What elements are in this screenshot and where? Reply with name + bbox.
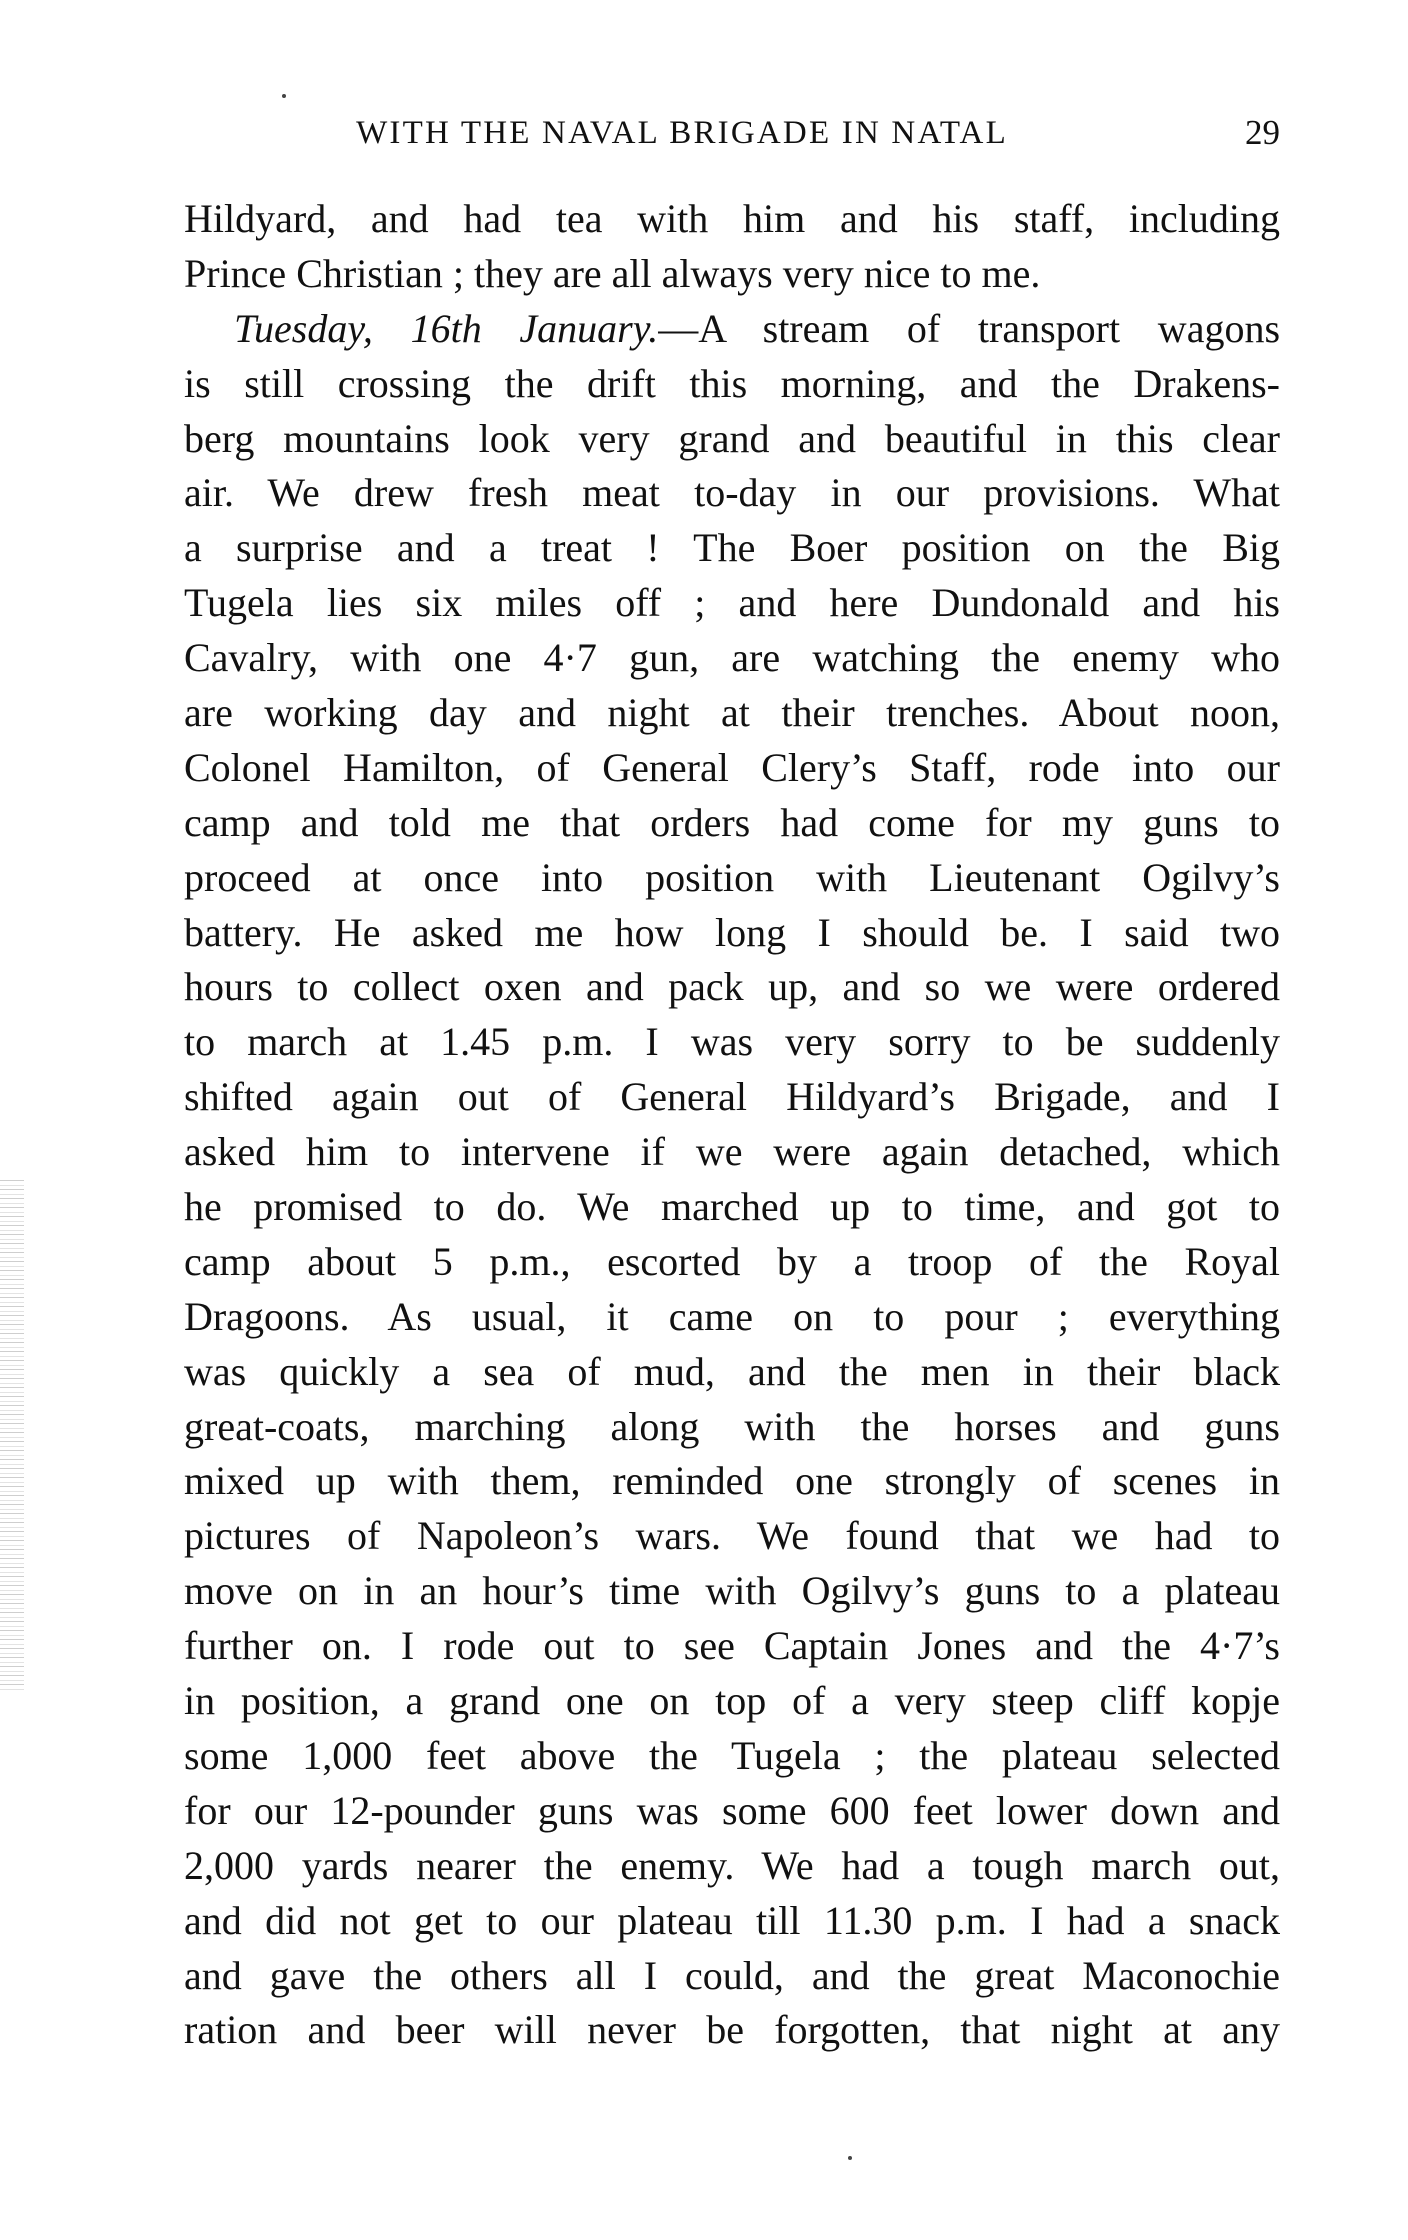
text-line-dated: [184, 302, 1280, 357]
text-line: camp and told me that orders had come for my guns to: [184, 799, 1280, 845]
text-line: Cavalry, with one 4·7 gun, are watching the enemy who: [184, 635, 1280, 681]
text-line: proceed at once into position with Lieutenant Ogilvy’s: [184, 854, 1280, 900]
text-line: asked him to intervene if we were again detached, which: [184, 1129, 1280, 1175]
text-line: pictures of Napoleon’s wars. We found that we had to: [184, 1513, 1280, 1559]
entry-date: Tuesday, 16th January.: [234, 305, 659, 351]
text-line: camp about 5 p.m., escorted by a troop of the Royal: [184, 1238, 1280, 1284]
text-line: Tugela lies six miles off ; and here Dundonald and his: [184, 580, 1280, 626]
text-line: Colonel Hamilton, of General Clery’s Staff, rode into our: [184, 744, 1280, 790]
text-line: in position, a grand one on top of a very steep cliff kopje: [184, 1678, 1280, 1724]
text-line: move on in an hour’s time with Ogilvy’s guns to a plateau: [184, 1568, 1280, 1614]
scan-speck: [848, 2156, 852, 2160]
text-line: for our 12-pounder guns was some 600 feet lower down and: [184, 1787, 1280, 1833]
binding-gutter-shadow: [0, 1180, 24, 1690]
text-line: mixed up with them, reminded one strongly of scenes in: [184, 1458, 1280, 1504]
text-line: berg mountains look very grand and beautiful in this clear: [184, 415, 1280, 461]
text-line: Hildyard, and had tea with him and his staff, including: [184, 196, 1280, 241]
text-line: air. We drew fresh meat to-day in our provisions. What: [184, 470, 1280, 516]
text-line: and gave the others all I could, and the great Maconochie: [184, 1952, 1280, 1998]
text-line: ration and beer will never be forgotten, that night at any: [184, 2007, 1280, 2053]
text-line: 2,000 yards nearer the enemy. We had a tough march out,: [184, 1842, 1280, 1888]
scan-speck: [282, 94, 286, 98]
text-line: he promised to do. We marched up to time, and got to: [184, 1184, 1280, 1230]
text-line: Prince Christian ; they are all always very nice to me.: [184, 250, 1041, 296]
running-head: [182, 108, 1280, 158]
text-line: hours to collect oxen and pack up, and so we were ordered: [184, 964, 1280, 1010]
text-line: and did not get to our plateau till 11.30 p.m. I had a snack: [184, 1897, 1280, 1943]
entry-text: —A stream of transport wagons: [658, 305, 1281, 351]
body-text: [184, 192, 1280, 2058]
text-line: some 1,000 feet above the Tugela ; the plateau selected: [184, 1732, 1280, 1778]
text-line: is still crossing the drift this morning, and the Drakens-: [184, 360, 1280, 406]
running-title: WITH THE NAVAL BRIGADE IN NATAL: [356, 115, 1008, 151]
page-number: 29: [1245, 113, 1280, 152]
text-line: are working day and night at their trenches. About noon,: [184, 690, 1280, 736]
text-line: shifted again out of General Hildyard’s Brigade, and I: [184, 1074, 1280, 1120]
text-line: battery. He asked me how long I should be. I said two: [184, 909, 1280, 955]
text-line: great-coats, marching along with the horses and guns: [184, 1403, 1280, 1449]
text-line: further on. I rode out to see Captain Jones and the 4·7’s: [184, 1623, 1280, 1669]
text-line: a surprise and a treat ! The Boer position on the Big: [184, 525, 1280, 571]
text-line: to march at 1.45 p.m. I was very sorry to be suddenly: [184, 1019, 1280, 1065]
text-line: was quickly a sea of mud, and the men in their black: [184, 1348, 1280, 1394]
text-line: Dragoons. As usual, it came on to pour ; everything: [184, 1293, 1280, 1339]
